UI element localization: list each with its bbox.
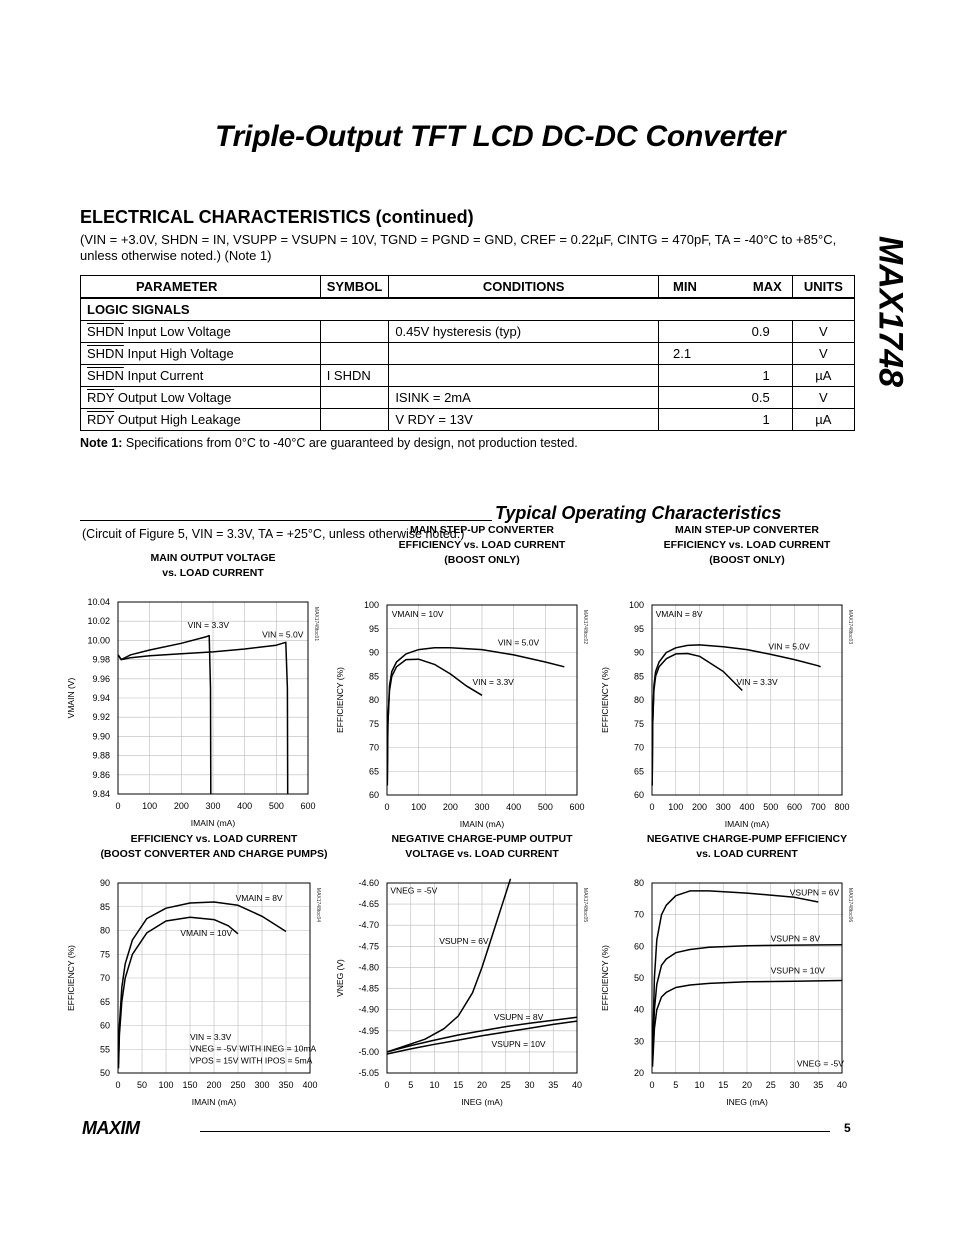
y-tick-label: 9.88 xyxy=(92,750,110,761)
col-conditions: CONDITIONS xyxy=(389,276,659,299)
chart-title: MAIN STEP-UP CONVERTER xyxy=(410,524,554,536)
cell-max: 0.9 xyxy=(727,321,792,343)
x-tick-label: 400 xyxy=(302,1080,318,1090)
chart-title: NEGATIVE CHARGE-PUMP EFFICIENCY xyxy=(646,833,848,845)
col-symbol: SYMBOL xyxy=(320,276,389,299)
x-tick-label: 25 xyxy=(765,1080,776,1090)
x-axis-label: INEG (mA) xyxy=(461,1097,503,1107)
series-label: VNEG = -5V WITH INEG = 10mA xyxy=(190,1043,317,1054)
x-tick-label: 35 xyxy=(548,1080,559,1090)
y-axis-label: EFFICIENCY (%) xyxy=(600,945,610,1011)
cell-units: V xyxy=(792,387,854,409)
x-tick-label: 300 xyxy=(715,802,731,812)
x-tick-label: 700 xyxy=(810,802,826,812)
cell-units: µA xyxy=(792,409,854,431)
x-tick-label: 300 xyxy=(254,1080,270,1090)
cell-units: V xyxy=(792,321,854,343)
cell-max: 1 xyxy=(727,365,792,387)
y-tick-label: 80 xyxy=(368,695,379,705)
chart-code: MAX1748toc04 xyxy=(315,887,321,923)
x-tick-label: 30 xyxy=(789,1080,800,1090)
cell-conditions: V RDY = 13V xyxy=(389,409,659,431)
chart-6 xyxy=(600,833,853,1107)
x-tick-label: 0 xyxy=(649,1080,655,1090)
series-label: VNEG = -5V xyxy=(796,1058,844,1069)
y-tick-label: 90 xyxy=(368,647,379,658)
section-logic-signals: LOGIC SIGNALS xyxy=(81,298,855,321)
chart-title: vs. LOAD CURRENT xyxy=(696,848,798,860)
param-signal: SHDN xyxy=(87,324,124,339)
y-axis-label: VNEG (V) xyxy=(335,959,345,997)
param-signal: SHDN xyxy=(87,346,124,361)
y-tick-label: 100 xyxy=(363,600,379,610)
toc-conditions: (Circuit of Figure 5, VIN = 3.3V, TA = +25°C, unless otherwise noted.) xyxy=(82,527,465,541)
chart-code: MAX1748toc06 xyxy=(847,887,853,923)
page-title: Triple-Output TFT LCD DC-DC Converter xyxy=(215,120,786,153)
x-tick-label: 600 xyxy=(786,802,803,812)
param-signal: $\overline{RDY}$ xyxy=(87,412,115,427)
x-axis-label: IMAIN (mA) xyxy=(724,819,770,829)
x-tick-label: 400 xyxy=(237,801,253,811)
series-label: VSUPN = 6V xyxy=(789,887,840,898)
y-tick-label: 50 xyxy=(633,973,644,983)
series-label: VSUPN = 8V xyxy=(770,933,821,944)
param-text: Input High Voltage xyxy=(123,346,234,361)
chart-title: MAIN OUTPUT VOLTAGE xyxy=(150,552,276,564)
y-axis-label: EFFICIENCY (%) xyxy=(335,667,345,733)
series-line xyxy=(118,642,288,794)
series-label: VMAIN = 8V xyxy=(235,893,283,904)
x-tick-label: 100 xyxy=(158,1080,174,1090)
x-tick-label: 100 xyxy=(411,802,427,812)
x-tick-label: 300 xyxy=(205,801,221,811)
cell-units: µA xyxy=(792,365,854,387)
series-label: VMAIN = 10V xyxy=(391,608,444,619)
x-tick-label: 500 xyxy=(763,802,779,812)
x-tick-label: 15 xyxy=(718,1080,729,1090)
param-text: Output High Leakage xyxy=(114,412,241,427)
ec-conditions-line2: unless otherwise noted.) (Note 1) xyxy=(80,248,272,263)
series-label: VIN = 3.3V xyxy=(187,619,230,630)
chart-code: MAX1748toc01 xyxy=(313,606,319,642)
x-axis-label: INEG (mA) xyxy=(726,1097,768,1107)
y-tick-label: 20 xyxy=(633,1068,644,1078)
x-tick-label: 40 xyxy=(836,1080,848,1090)
x-tick-label: 30 xyxy=(524,1080,535,1090)
ec-conditions-line1: (VIN = +3.0V, SHDN = IN, VSUPP = VSUPN = 10V, TGND = PGND = GND, CREF = 0.22µF, CINTG = 470pF, TA = -40°C to +85°C, xyxy=(80,232,837,247)
col-min: MIN xyxy=(659,276,728,299)
x-tick-label: 200 xyxy=(442,802,458,812)
y-tick-label: -5.00 xyxy=(358,1046,379,1057)
y-tick-label: -4.65 xyxy=(358,899,379,910)
y-tick-label: -5.05 xyxy=(358,1068,379,1078)
y-axis-label: EFFICIENCY (%) xyxy=(66,945,76,1011)
series-label: VPOS = 15V WITH IPOS = 5mA xyxy=(190,1055,313,1066)
y-tick-label: -4.70 xyxy=(358,920,379,931)
chart-title: (BOOST ONLY) xyxy=(444,554,520,566)
y-tick-label: 75 xyxy=(368,718,379,729)
x-tick-label: 800 xyxy=(834,802,850,812)
chart-title: EFFICIENCY vs. LOAD CURRENT xyxy=(663,539,831,551)
x-tick-label: 200 xyxy=(691,802,708,812)
y-tick-label: 65 xyxy=(99,996,110,1007)
y-tick-label: -4.60 xyxy=(358,878,379,888)
cell-conditions: 0.45V hysteresis (typ) xyxy=(389,321,659,343)
series-label: VIN = 3.3V xyxy=(736,676,778,687)
series-label: VIN = 5.0V xyxy=(262,629,304,640)
y-tick-label: 60 xyxy=(368,790,379,800)
y-tick-label: 9.84 xyxy=(92,789,110,799)
chart-title: EFFICIENCY vs. LOAD CURRENT xyxy=(398,539,566,551)
series-label: VIN = 3.3V xyxy=(190,1031,232,1042)
y-tick-label: 70 xyxy=(633,909,644,920)
y-tick-label: 65 xyxy=(368,766,379,777)
col-units: UNITS xyxy=(792,276,854,299)
x-tick-label: 600 xyxy=(569,802,585,812)
x-tick-label: 300 xyxy=(474,802,490,812)
x-tick-label: 5 xyxy=(673,1080,679,1090)
y-axis-label: EFFICIENCY (%) xyxy=(600,667,610,733)
logo-text: MAXIM xyxy=(82,1119,140,1137)
y-tick-label: 9.86 xyxy=(92,769,110,780)
x-tick-label: 0 xyxy=(649,802,655,812)
param-text: Input Low Voltage xyxy=(123,324,231,339)
y-tick-label: -4.90 xyxy=(358,1004,379,1015)
y-tick-label: -4.80 xyxy=(358,962,379,973)
chart-4 xyxy=(66,833,328,1107)
x-tick-label: 150 xyxy=(182,1080,198,1090)
chart-title: MAIN STEP-UP CONVERTER xyxy=(675,524,819,536)
y-tick-label: 55 xyxy=(99,1044,110,1055)
chart-title: (BOOST CONVERTER AND CHARGE PUMPS) xyxy=(100,848,328,860)
x-axis-label: IMAIN (mA) xyxy=(191,1097,237,1107)
chart-1 xyxy=(66,552,319,828)
y-tick-label: 95 xyxy=(368,623,379,634)
x-tick-label: 100 xyxy=(142,801,158,811)
chart-title: EFFICIENCY vs. LOAD CURRENT xyxy=(130,833,298,845)
y-tick-label: 70 xyxy=(99,973,110,983)
y-tick-label: 9.94 xyxy=(92,693,110,703)
y-tick-label: 9.92 xyxy=(92,712,110,723)
x-axis-label: IMAIN (mA) xyxy=(459,819,505,829)
ec-heading: ELECTRICAL CHARACTERISTICS (continued) xyxy=(80,207,474,227)
y-axis-label: VMAIN (V) xyxy=(66,677,76,719)
toc-heading: Typical Operating Characteristics xyxy=(495,503,782,523)
x-tick-label: 350 xyxy=(278,1080,294,1090)
y-tick-label: 9.90 xyxy=(92,731,110,742)
series-label: VMAIN = 10V xyxy=(180,928,233,939)
y-tick-label: 95 xyxy=(633,623,644,634)
col-parameter: PARAMETER xyxy=(81,276,321,299)
cell-conditions: ISINK = 2mA xyxy=(389,387,659,409)
footer-rule xyxy=(200,1131,830,1132)
series-line xyxy=(387,648,564,786)
x-tick-label: 20 xyxy=(476,1080,488,1090)
x-tick-label: 400 xyxy=(506,802,522,812)
x-tick-label: 35 xyxy=(813,1080,824,1090)
x-tick-label: 20 xyxy=(741,1080,753,1090)
x-tick-label: 400 xyxy=(739,802,755,812)
series-label: VIN = 5.0V xyxy=(497,637,540,648)
y-tick-label: 90 xyxy=(99,878,110,888)
cell-max: 0.5 xyxy=(727,387,792,409)
param-text: Output Low Voltage xyxy=(114,390,232,405)
y-tick-label: 85 xyxy=(99,901,110,912)
chart-3 xyxy=(600,524,853,829)
series-line xyxy=(652,654,742,786)
y-tick-label: 80 xyxy=(633,695,644,705)
series-label: VNEG = -5V xyxy=(390,885,438,896)
y-tick-label: 10.00 xyxy=(87,635,110,646)
param-signal: $\overline{RDY}$ xyxy=(87,390,115,405)
maxim-logo xyxy=(82,1119,192,1142)
x-tick-label: 200 xyxy=(173,801,189,811)
chart-code: MAX1748toc02 xyxy=(582,609,588,645)
x-tick-label: 10 xyxy=(694,1080,705,1090)
cell-max: 1 xyxy=(727,409,792,431)
y-tick-label: -4.75 xyxy=(358,941,379,952)
chart-code: MAX1748toc03 xyxy=(847,609,853,645)
col-max: MAX xyxy=(727,276,792,299)
series-label: VMAIN = 8V xyxy=(655,608,703,619)
y-tick-label: 9.96 xyxy=(92,673,110,684)
chart-title: vs. LOAD CURRENT xyxy=(162,567,264,579)
y-tick-label: 100 xyxy=(628,600,644,610)
cell-symbol: I SHDN xyxy=(320,365,389,387)
series-label: VSUPN = 10V xyxy=(491,1038,546,1049)
y-tick-label: 85 xyxy=(633,671,644,682)
y-tick-label: 50 xyxy=(99,1068,110,1078)
x-axis-label: IMAIN (mA) xyxy=(190,818,236,828)
y-tick-label: 10.02 xyxy=(87,616,110,627)
y-tick-label: 30 xyxy=(633,1036,644,1047)
series-label: VSUPN = 8V xyxy=(493,1012,544,1023)
y-tick-label: 10.04 xyxy=(87,597,110,607)
chart-title: (BOOST ONLY) xyxy=(709,554,785,566)
note-label: Note 1: xyxy=(80,436,123,450)
y-tick-label: 60 xyxy=(99,1020,110,1031)
series-label: VSUPN = 6V xyxy=(439,936,489,947)
y-tick-label: 90 xyxy=(633,647,644,658)
y-tick-label: 60 xyxy=(633,790,644,800)
chart-title: NEGATIVE CHARGE-PUMP OUTPUT xyxy=(391,833,573,845)
y-tick-label: 40 xyxy=(633,1004,644,1015)
param-signal: SHDN xyxy=(87,368,124,383)
chart-title: VOLTAGE vs. LOAD CURRENT xyxy=(405,848,559,860)
series-label: VIN = 3.3V xyxy=(472,676,514,687)
cell-min: 2.1 xyxy=(659,343,728,365)
x-tick-label: 40 xyxy=(571,1080,583,1090)
x-tick-label: 500 xyxy=(537,802,553,812)
x-tick-label: 0 xyxy=(384,1080,390,1090)
y-tick-label: 9.98 xyxy=(92,654,110,665)
y-tick-label: 70 xyxy=(368,742,379,753)
x-tick-label: 0 xyxy=(384,802,390,812)
x-tick-label: 100 xyxy=(668,802,684,812)
cell-units: V xyxy=(792,343,854,365)
x-tick-label: 10 xyxy=(429,1080,440,1090)
x-tick-label: 5 xyxy=(408,1080,414,1090)
series-label: VIN = 5.0V xyxy=(768,641,810,652)
x-tick-label: 0 xyxy=(115,1080,121,1090)
chart-5 xyxy=(335,833,588,1107)
note-text: Specifications from 0°C to -40°C are guaranteed by design, not production tested. xyxy=(125,436,578,450)
y-tick-label: 60 xyxy=(633,941,644,952)
x-tick-label: 50 xyxy=(136,1080,148,1090)
x-tick-label: 200 xyxy=(206,1080,222,1090)
series-label: VSUPN = 10V xyxy=(770,965,825,976)
part-number: MAX1748 xyxy=(871,235,910,388)
x-tick-label: 15 xyxy=(453,1080,464,1090)
y-tick-label: 75 xyxy=(633,718,644,729)
x-tick-label: 25 xyxy=(500,1080,511,1090)
y-tick-label: 80 xyxy=(99,925,110,936)
series-line xyxy=(652,645,820,786)
series-line xyxy=(387,659,482,785)
x-tick-label: 500 xyxy=(268,801,284,811)
y-tick-label: -4.85 xyxy=(358,983,379,994)
y-tick-label: 80 xyxy=(633,878,644,888)
chart-2 xyxy=(335,524,588,829)
x-tick-label: 600 xyxy=(300,801,316,811)
y-tick-label: -4.95 xyxy=(358,1025,379,1036)
y-tick-label: 85 xyxy=(368,671,379,682)
page-number: 5 xyxy=(844,1121,851,1135)
x-tick-label: 0 xyxy=(115,801,121,811)
series-line xyxy=(387,879,511,1052)
y-tick-label: 65 xyxy=(633,766,644,777)
maxim-logo-icon xyxy=(82,1119,192,1137)
chart-code: MAX1748toc05 xyxy=(582,887,588,923)
y-tick-label: 70 xyxy=(633,742,644,753)
y-tick-label: 75 xyxy=(99,949,110,960)
param-text: Input Current xyxy=(123,368,204,383)
x-tick-label: 250 xyxy=(230,1080,246,1090)
